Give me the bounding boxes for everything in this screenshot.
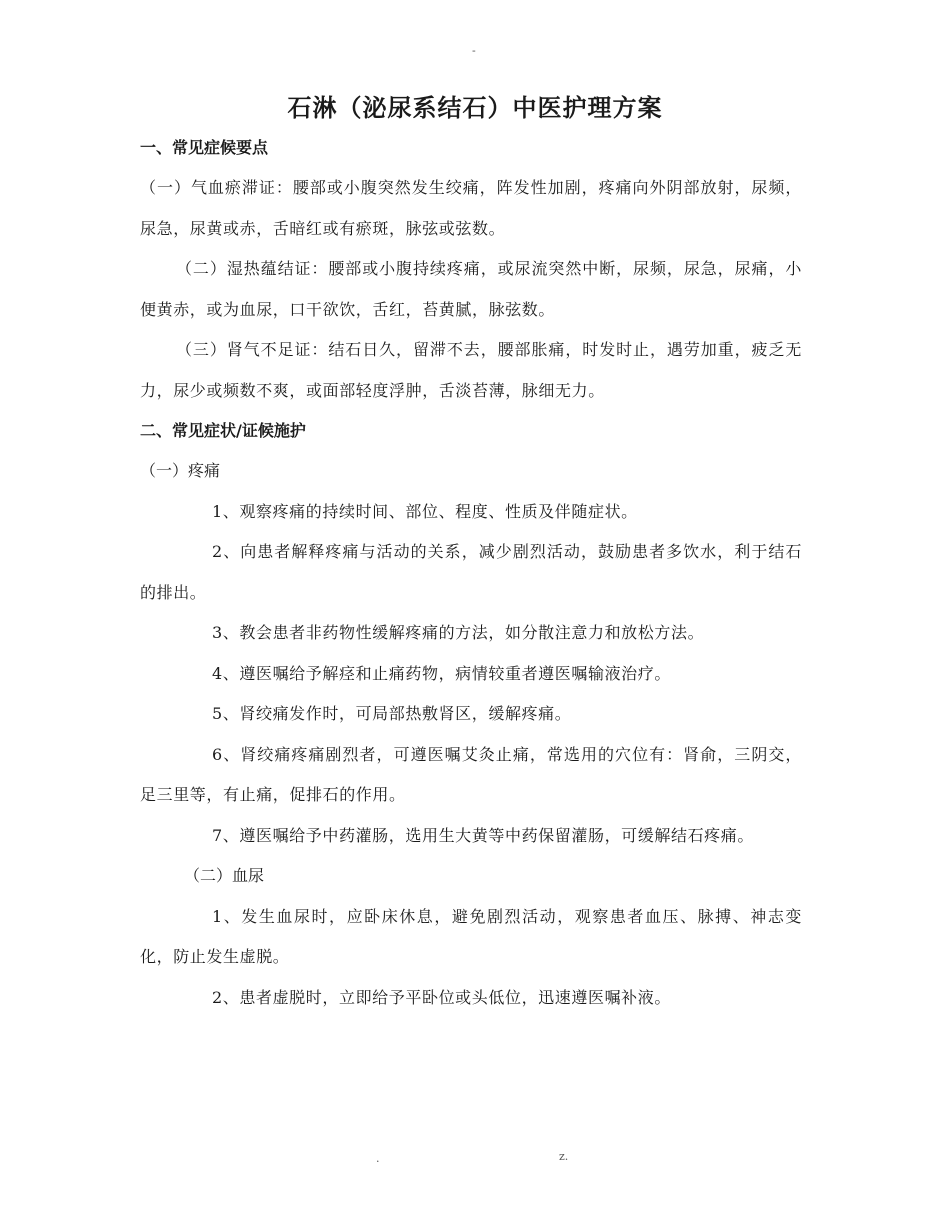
- footer-mark-left: .: [376, 1152, 380, 1165]
- list-item: 1、观察疼痛的持续时间、部位、程度、性质及伴随症状。: [212, 501, 638, 521]
- list-item: 4、遵医嘱给予解痉和止痛药物，病情较重者遵医嘱输液治疗。: [212, 663, 671, 683]
- list-item: 3、教会患者非药物性缓解疼痛的方法，如分散注意力和放松方法。: [212, 623, 705, 642]
- paragraph-qi-stagnation: （一）气血瘀滞证：腰部或小腹突然发生绞痛，阵发性加剧，疼痛向外阴部放射，尿频，尿急，尿黄或赤，舌暗红或有瘀斑，脉弦或弦数。: [140, 178, 802, 238]
- list-item: 5、肾绞痛发作时，可局部热敷肾区，缓解疼痛。: [212, 704, 572, 723]
- document-body: [140, 128, 802, 1018]
- section-heading-symptom-points: 一、常见症候要点: [140, 138, 269, 157]
- paragraph-kidney-qi-deficiency: （三）肾气不足证：结石日久，留滞不去，腰部胀痛，时发时止，遇劳加重，疲乏无力，尿少或频数不爽，或面部轻度浮肿，舌淡苔薄，脉细无力。: [140, 340, 802, 400]
- paragraph-damp-heat: （二）湿热蕴结证：腰部或小腹持续疼痛，或尿流突然中断，尿频，尿急，尿痛，小便黄赤，或为血尿，口干欲饮，舌红，苔黄腻，脉弦数。: [140, 259, 802, 319]
- header-mark: -: [472, 44, 476, 57]
- subheading-pain: （一）疼痛: [140, 461, 221, 480]
- list-item: 1、发生血尿时，应卧床休息，避免剧烈活动，观察患者血压、脉搏、神志变化，防止发生虚脱。: [140, 906, 802, 966]
- list-item: 6、肾绞痛疼痛剧烈者，可遵医嘱艾灸止痛，常选用的穴位有：肾俞，三阴交，足三里等，有止痛，促排石的作用。: [140, 744, 802, 804]
- list-item: 7、遵医嘱给予中药灌肠，选用生大黄等中药保留灌肠，可缓解结石疼痛。: [212, 825, 754, 845]
- list-item: 2、向患者解释疼痛与活动的关系，减少剧烈活动，鼓励患者多饮水，利于结石的排出。: [140, 542, 802, 602]
- footer-mark-right: z.: [559, 1150, 569, 1163]
- list-item: 2、患者虚脱时，立即给予平卧位或头低位，迅速遵医嘱补液。: [212, 987, 671, 1007]
- section-heading-nursing: 二、常见症状/证候施护: [140, 421, 306, 440]
- document-title: 石淋（泌尿系结石）中医护理方案: [287, 94, 663, 122]
- subheading-hematuria: （二）血尿: [184, 866, 265, 885]
